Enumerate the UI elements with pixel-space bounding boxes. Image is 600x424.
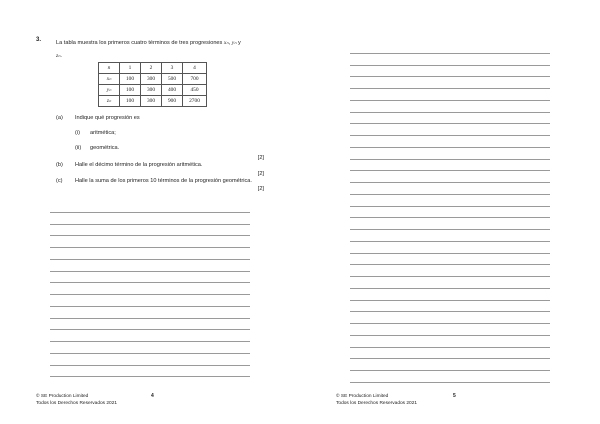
answer-line bbox=[50, 236, 250, 248]
table-cell: xₙ bbox=[99, 74, 120, 85]
table-row bbox=[99, 63, 207, 74]
table-row bbox=[99, 85, 207, 96]
table-cell: 100 bbox=[120, 85, 141, 96]
answer-line bbox=[350, 312, 550, 324]
answer-line bbox=[350, 113, 550, 125]
part-c-marks: [2] bbox=[257, 186, 264, 192]
table-cell: 1 bbox=[120, 63, 141, 74]
answer-line bbox=[50, 201, 250, 213]
table-cell: 400 bbox=[162, 85, 183, 96]
answer-line bbox=[50, 272, 250, 284]
table-cell: 900 bbox=[162, 96, 183, 107]
answer-line bbox=[350, 371, 550, 383]
answer-line bbox=[350, 230, 550, 242]
table-row bbox=[99, 96, 207, 107]
table-cell: 700 bbox=[183, 74, 207, 85]
question-intro: La tabla muestra los primeros cuatro términos de tres progresiones xₙ, yₙ y zₙ. bbox=[56, 40, 241, 59]
table-cell: 100 bbox=[120, 96, 141, 107]
answer-line bbox=[350, 101, 550, 113]
answer-line bbox=[350, 54, 550, 66]
answer-line bbox=[350, 136, 550, 148]
answer-line bbox=[350, 160, 550, 172]
part-c-label: (c) bbox=[56, 178, 63, 184]
part-aii-text: geométrica. bbox=[90, 145, 120, 151]
part-a-label: (a) bbox=[56, 115, 63, 121]
table-row bbox=[99, 74, 207, 85]
table-cell: 3 bbox=[162, 63, 183, 74]
table-cell: 300 bbox=[141, 96, 162, 107]
table-cell: 300 bbox=[141, 85, 162, 96]
page-number: 5 bbox=[453, 393, 456, 399]
table-cell: n bbox=[99, 63, 120, 74]
answer-line bbox=[50, 354, 250, 366]
answer-line bbox=[50, 342, 250, 354]
answer-line bbox=[350, 89, 550, 101]
answer-line bbox=[350, 277, 550, 289]
table-cell: 2700 bbox=[183, 96, 207, 107]
table-cell: 100 bbox=[120, 74, 141, 85]
footer-right bbox=[336, 393, 417, 407]
answer-line bbox=[50, 283, 250, 295]
table-cell: yₙ bbox=[99, 85, 120, 96]
answer-line bbox=[50, 248, 250, 260]
table-cell: 300 bbox=[141, 74, 162, 85]
table-cell: 2 bbox=[141, 63, 162, 74]
answer-line bbox=[50, 225, 250, 237]
footer-copyright: © SE Production Limited bbox=[36, 394, 89, 399]
part-a-marks: [2] bbox=[257, 155, 264, 161]
answer-line bbox=[350, 171, 550, 183]
answer-line bbox=[350, 301, 550, 313]
answer-lines-right bbox=[350, 42, 550, 383]
table-cell: 500 bbox=[162, 74, 183, 85]
var-x: xₙ bbox=[223, 40, 229, 46]
part-aii-label: (ii) bbox=[75, 145, 82, 151]
footer-copyright: © SE Production Limited bbox=[336, 394, 389, 399]
answer-line bbox=[50, 213, 250, 225]
part-b-text: Halle el décimo término de la progresión aritmética. bbox=[75, 162, 203, 168]
answer-line bbox=[350, 359, 550, 371]
answer-line bbox=[350, 348, 550, 360]
table-cell: 450 bbox=[183, 85, 207, 96]
var-y: yₙ bbox=[231, 40, 237, 46]
question-number: 3. bbox=[36, 37, 42, 43]
part-b-marks: [2] bbox=[257, 171, 264, 177]
part-c-text: Halle la suma de los primeros 10 términos de la progresión geométrica. bbox=[75, 178, 252, 184]
right-page bbox=[300, 0, 600, 424]
answer-line bbox=[350, 265, 550, 277]
footer-rights: Todos los Derechos Reservados 2021 bbox=[336, 401, 418, 406]
answer-line bbox=[350, 183, 550, 195]
footer-left bbox=[36, 393, 117, 407]
page-number: 4 bbox=[151, 393, 154, 399]
answer-line bbox=[50, 307, 250, 319]
answer-line bbox=[350, 336, 550, 348]
answer-line bbox=[350, 242, 550, 254]
answer-line bbox=[350, 124, 550, 136]
answer-line bbox=[350, 254, 550, 266]
part-ai-text: aritmética; bbox=[90, 130, 116, 136]
answer-line bbox=[350, 289, 550, 301]
answer-line bbox=[350, 66, 550, 78]
part-a-text: Indique qué progresión es bbox=[75, 115, 140, 121]
answer-line bbox=[50, 260, 250, 272]
answer-line bbox=[350, 77, 550, 89]
answer-line bbox=[50, 319, 250, 331]
var-z: zₙ bbox=[56, 53, 61, 59]
answer-line bbox=[350, 195, 550, 207]
answer-line bbox=[350, 42, 550, 54]
answer-line bbox=[350, 218, 550, 230]
part-b-label: (b) bbox=[56, 162, 63, 168]
table-cell: zₙ bbox=[99, 96, 120, 107]
answer-line bbox=[50, 295, 250, 307]
footer-rights: Todos los Derechos Reservados 2021 bbox=[36, 401, 118, 406]
sequence-table bbox=[98, 62, 207, 107]
answer-lines-left bbox=[50, 201, 250, 377]
table-cell: 4 bbox=[183, 63, 207, 74]
answer-line bbox=[350, 324, 550, 336]
answer-line bbox=[350, 148, 550, 160]
answer-line bbox=[50, 330, 250, 342]
part-ai-label: (i) bbox=[75, 130, 80, 136]
answer-line bbox=[350, 207, 550, 219]
answer-line bbox=[50, 366, 250, 378]
